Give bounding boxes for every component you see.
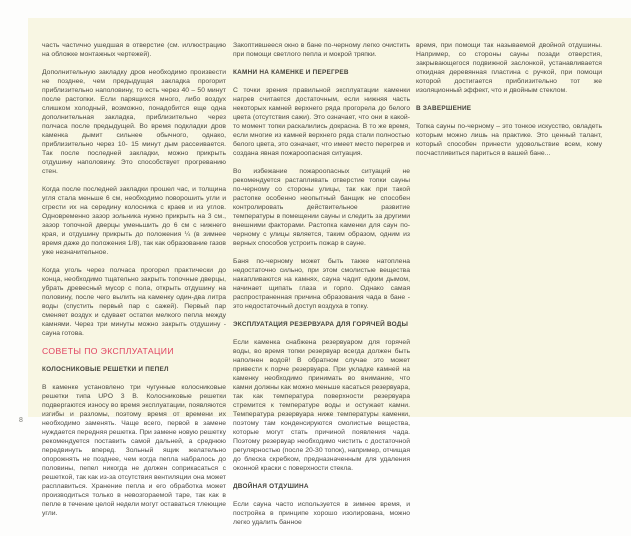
text-column-middle [233, 41, 410, 536]
paragraph: Когда уголь через полчаса прогорел практически до конца, необходимо тщательно закрыть топочные дверцы, убрать древесный мусор с пола, открыть отдушину на половину, после чего вылить на каменку один-два литра воды (спустить первый пар с сажей). Первый пар сменяет воздух и сдувает остатки мелкого пепла между камнями. Через три минуты можно закрыть отдушину - сауна готова. [42, 267, 226, 337]
paragraph: Во избежание пожароопасных ситуаций не рекомендуется растапливать отверстие топки сауны по-черному со стороны улицы, так как при такой растопке особенно неопытный банщик не способен контролировать действительное развитие температуры в помещении сауны и следить за другими внешними факторами. Растопка каменки для саун по-черному с улицы является, таким образом, одним из верных способов устроить пожар в сауне. [233, 168, 410, 247]
paragraph: Закоптившееся окно в бане по-черному легко очистить при помощи светлого пепла и мокрой тряпки. [233, 42, 410, 58]
paragraph: Баня по-черному может быть также натоплена недостаточно сильно, при этом смолистые вещества накапливаются на камнях, сауна чадит едким дымом, начинает щипать глаза и горло. Однако самая распространенная причина образования чада в бане - это недостаточный доступ воздуха в топку. [233, 258, 410, 310]
paragraph: Когда после последней закладки прошел час, и толщина угля стала меньше 6 см, необходимо поворошить угли и сгрести их на середину колосника с краев и из углов. Одновременно зазор зольника нужно прикрыть на 3 см., зазор топочной дверцы уменьшить до 6 см с нижнего края, и отдушину прикрыть до положения ¼ (в зимнее время даже до положения 1/8), так как образование газов уже незначительное. [42, 186, 226, 256]
paragraph: Если сауна часто используется в зимнее время, и постройка в принципе хорошо изолирована, можно легко удалить банное [233, 501, 410, 526]
subheading-grates-and-ash: КОЛОСНИКОВЫЕ РЕШЕТКИ И ПЕПЕЛ [42, 366, 169, 373]
page-number: 8 [19, 417, 23, 424]
text-column-left [42, 41, 226, 527]
paragraph: С точки зрения правильной эксплуатации каменки нагрев считается достаточным, если нижняя часть некоторых камней верхнего ряда прогорела до белого цвета (отсутствия сажи). Это означает, что они в какой-то момент топки раскалились докрасна. В то же время, если многие из камней верхнего ряда стали полностью белого цвета, это означает, что имеет место перегрев и создана явная пожароопасная ситуация. [233, 87, 410, 157]
paragraph: Если каменка снабжена резервуаром для горячей воды, во время топки резервуар всегда должен быть наполнен водой! В обратном случае это может привести к порче резервуара. При укладке камней на каменку необходимо принимать во внимание, что камни должны как можно меньше касаться резервуара, так как температура поверхности резервуара стремится к температуре воды и остужает камни. Температура резервуара ниже температуры каменки, поэтому там конденсируются смолистые вещества, которые могут стать причиной появления чада. Поэтому резервуар необходимо чистить с достаточной регулярностью (после 20-30 топок), например, отчищая до блеска скребком, предназначенным для удаления оконной краски с поверхности стекла. [233, 339, 410, 472]
section-heading: СОВЕТЫ ПО ЭКСПЛУАТАЦИИ [42, 346, 174, 356]
subheading-conclusion: В ЗАВЕРШЕНИЕ [416, 105, 472, 112]
text-column-right [416, 41, 602, 167]
paragraph: В каменке установлено три чугунные колосниковые решетки типа UPO 3 В. Колосниковые решетки подвергаются износу во время эксплуатации, появляются изгибы и разломы, поэтому время от времени их необходимо заменять. Чаще всего, первой в замене нуждается передняя решетка. При замене новую решетку рекомендуется поставить самой дальней, а среднюю передвинуть вперед. Зольный ящик желательно опорожнять не позднее, чем когда пепла набралось до половины, пепел никогда не должен соприкасаться с решеткой, так как из-за отсутствия вентиляции она может расплавиться. Хранение пепла и его обработка может производиться только в невозгораемой таре, так как в пепле в течение целой недели могут оставаться тлеющие угли. [42, 384, 226, 517]
paragraph: часть частично ушедшая в отверстие (см. иллюстрацию на обложке монтажных чертежей). [42, 42, 226, 58]
subheading-stones-overheat: КАМНИ НА КАМЕНКЕ И ПЕРЕГРЕВ [233, 69, 349, 76]
subheading-water-tank: ЭКСПЛУАТАЦИЯ РЕЗЕРВУАРА ДЛЯ ГОРЯЧЕЙ ВОДЫ [233, 321, 409, 328]
paragraph: Топка сауны по-черному – это тонкое искусство, овладеть которым можно лишь на практике. Это ценный талант, который способен принести удовольствие всем, кому посчастливиться париться в вашей бане... [416, 123, 602, 157]
book-page [28, 18, 631, 526]
subheading-double-vent: ДВОЙНАЯ ОТДУШИНА [233, 483, 309, 490]
paragraph: время, при помощи так называемой двойной отдушины. Например, со стороны сауны позади отверстия, закрывающегося подвижной заслонкой, устанавливается откидная деревянная пластина с ручкой, при помощи которой достигается приблизительно тот же изоляционный эффект, что и двойным стеклом. [416, 42, 602, 94]
paragraph: Дополнительную закладку дров необходимо произвести не позднее, чем предыдущая закладка прогорит приблизительно наполовину, то есть через 40 – 50 минут после растопки. Если парящихся много, либо воздух слишком холодный, возможно, понадобится еще одна дополнительная закладка, приблизительно через полчаса после предыдущей. Во время подкладки дров каменка дымит сильнее обычного, однако, приблизительно через 10- 15 минут дым рассеивается. Так после последней закладки, можно прикрыть отдушину наполовину. Это способствует прогреванию стен. [42, 69, 226, 175]
